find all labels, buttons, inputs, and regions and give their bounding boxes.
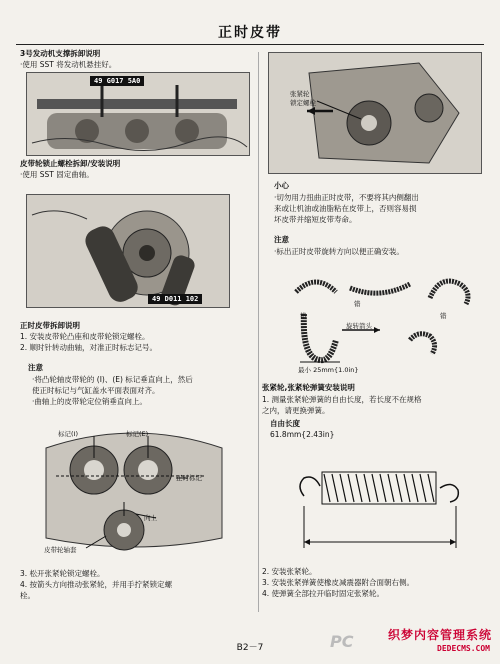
header-rule [16, 44, 484, 45]
spec-free-length-title: 自由长度 [270, 419, 300, 428]
belt-handling-illustration [290, 270, 480, 374]
timing-marks-illustration [16, 418, 252, 560]
pulley-boss-label: 皮带轮轴套 [44, 546, 77, 554]
figure-spring [290, 446, 470, 558]
figure-crank-hold [26, 194, 230, 308]
lock-bolt-label: 锁定螺栓 [290, 99, 316, 107]
up-direction-label: 向上 [144, 514, 157, 522]
section-pulley-bolt-title: 皮带轮锁止螺栓拆卸/安装说明 [20, 159, 121, 168]
section-tensioner-spring-title: 张紧轮,张紧轮弹簧安装说明 [262, 383, 355, 392]
belt-removal-step-3: 3. 松开张紧轮锁定螺栓。 [20, 569, 105, 578]
right-note-line-1: ·标出正时皮带旋转方向以便正确安装。 [274, 247, 404, 256]
section-pulley-bolt-step: ·使用 SST 固定曲轴。 [20, 170, 94, 179]
wrong-label-2: 错 [354, 300, 361, 308]
belt-removal-step-4: 4. 按箭头方向推动张紧轮，并用手拧紧锁定螺 [20, 580, 173, 589]
page-title: 正时皮带 [218, 25, 282, 41]
crank-hold-illustration [27, 195, 229, 307]
min-diameter-label: 最小 25mm{1.0in} [298, 366, 359, 374]
section-belt-removal-title: 正时皮带拆卸说明 [20, 321, 80, 330]
belt-removal-step-1: 1. 安装皮带轮凸座和皮带轮锁定螺栓。 [20, 332, 150, 341]
sst-part-number-tag: 49 G017 5A0 [90, 76, 144, 86]
belt-removal-step-2: 2. 顺时针转动曲轴，对准正时标志记号。 [20, 343, 158, 352]
spring-step-3: 3. 安装张紧弹簧使橡皮减震器附合面朝右侧。 [262, 578, 415, 587]
caution-line-3: 坏皮带并缩短皮带寿命。 [274, 215, 357, 224]
watermark-url: DEDECMS.COM [437, 644, 490, 653]
timing-mark-label: 正时标记 [176, 474, 202, 482]
figure-belt-handling [290, 270, 480, 374]
spec-free-length-value: 61.8mm{2.43in} [270, 430, 335, 439]
column-divider [258, 52, 259, 612]
rotation-arrow-label: 旋转箭头 [346, 322, 372, 330]
watermark-logo: PC [330, 632, 354, 651]
right-note-title: 注意 [274, 235, 289, 244]
belt-removal-step-4-cont: 栓。 [20, 591, 35, 600]
figure-tensioner [268, 52, 482, 174]
tensioner-illustration [269, 53, 481, 173]
wrong-label-1: 错 [300, 312, 307, 320]
caution-line-1: ·切勿用力扭曲正时皮带，不要将其内侧翻出 [274, 193, 419, 202]
note-title: 注意 [28, 363, 43, 372]
spring-step-1: 1. 测量张紧轮弹簧的自由长度，若长度不在规格 [262, 395, 422, 404]
spring-step-1-cont: 之内，请更换弹簧。 [262, 406, 330, 415]
note-line-2: 使正时标记与气缸盖水平面表面对齐。 [32, 386, 160, 395]
section-engine-support-step: ·使用 SST 将发动机悬挂好。 [20, 60, 117, 69]
sst-part-number-tag-2: 49 D011 102 [148, 294, 202, 304]
note-line-3: ·曲轴上的皮带轮定位销垂直向上。 [32, 397, 147, 406]
section-engine-support-title: 3号发动机支撑拆卸说明 [20, 49, 101, 58]
spring-step-2: 2. 安装张紧轮。 [262, 567, 317, 576]
caution-line-2: 来或让机油或油脂粘在皮带上，否则容易损 [274, 204, 417, 213]
tensioner-label: 张紧轮 [290, 90, 310, 98]
mark-e-label: 标记(E) [126, 430, 149, 438]
watermark-cn: 织梦内容管理系统 [387, 628, 492, 642]
page-number: B2－7 [236, 643, 264, 653]
note-line-1: ·将凸轮轴皮带轮的 (I)、(E) 标记垂直向上，然后 [32, 375, 193, 384]
caution-title: 小心 [274, 181, 289, 190]
wrong-label-3: 错 [440, 312, 447, 320]
spring-illustration [290, 446, 470, 558]
figure-timing-marks [16, 418, 252, 560]
spring-step-4: 4. 使弹簧全部拉开临时固定张紧轮。 [262, 589, 385, 598]
mark-i-label: 标记(I) [58, 430, 78, 438]
